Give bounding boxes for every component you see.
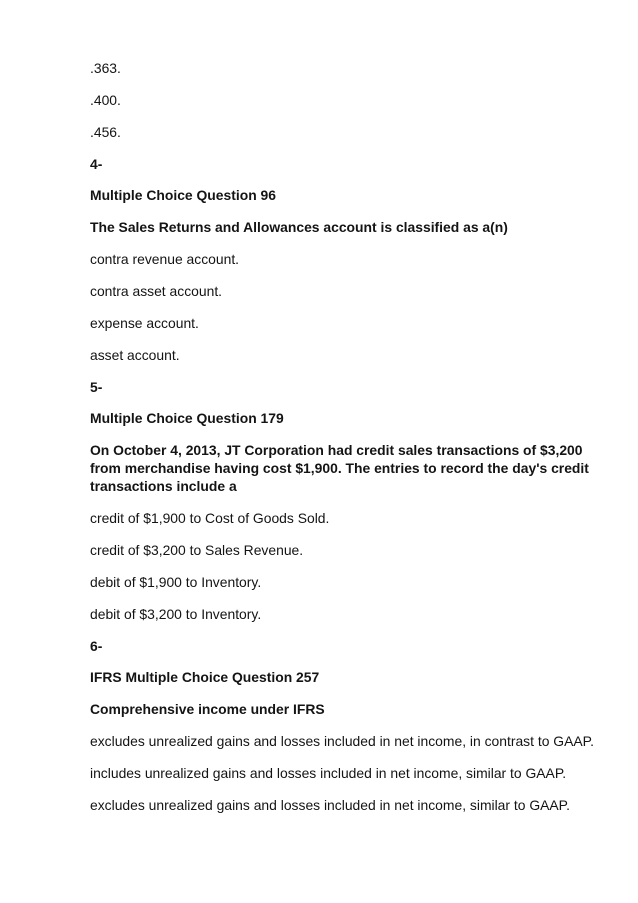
- answer-option: credit of $1,900 to Cost of Goods Sold.: [90, 510, 330, 526]
- question-prompt: On October 4, 2013, JT Corporation had credit sales transactions of $3,200 from merchandise having cost $1,900. The entries to record the day's credit transactions include a: [90, 442, 589, 494]
- question-prompt: Comprehensive income under IFRS: [90, 701, 325, 717]
- answer-option: debit of $1,900 to Inventory.: [90, 574, 262, 590]
- answer-option: expense account.: [90, 315, 199, 331]
- document-page: [90, 59, 610, 828]
- question-number: 5-: [90, 379, 103, 395]
- answer-option: credit of $3,200 to Sales Revenue.: [90, 542, 304, 558]
- answer-option: asset account.: [90, 347, 180, 363]
- question-heading: Multiple Choice Question 96: [90, 187, 277, 203]
- answer-option: debit of $3,200 to Inventory.: [90, 606, 262, 622]
- answer-option: contra revenue account.: [90, 251, 240, 267]
- question-heading: Multiple Choice Question 179: [90, 410, 284, 426]
- answer-option: .363.: [90, 60, 121, 76]
- question-heading: IFRS Multiple Choice Question 257: [90, 669, 320, 685]
- question-prompt: The Sales Returns and Allowances account is classified as a(n): [90, 219, 508, 235]
- answer-option: excludes unrealized gains and losses included in net income, in contrast to GAAP.: [90, 733, 594, 749]
- answer-option: excludes unrealized gains and losses included in net income, similar to GAAP.: [90, 797, 571, 813]
- answer-option: .400.: [90, 92, 121, 108]
- answer-option: .456.: [90, 124, 121, 140]
- question-number: 6-: [90, 638, 103, 654]
- answer-option: contra asset account.: [90, 283, 223, 299]
- answer-option: includes unrealized gains and losses included in net income, similar to GAAP.: [90, 765, 567, 781]
- question-number: 4-: [90, 156, 103, 172]
